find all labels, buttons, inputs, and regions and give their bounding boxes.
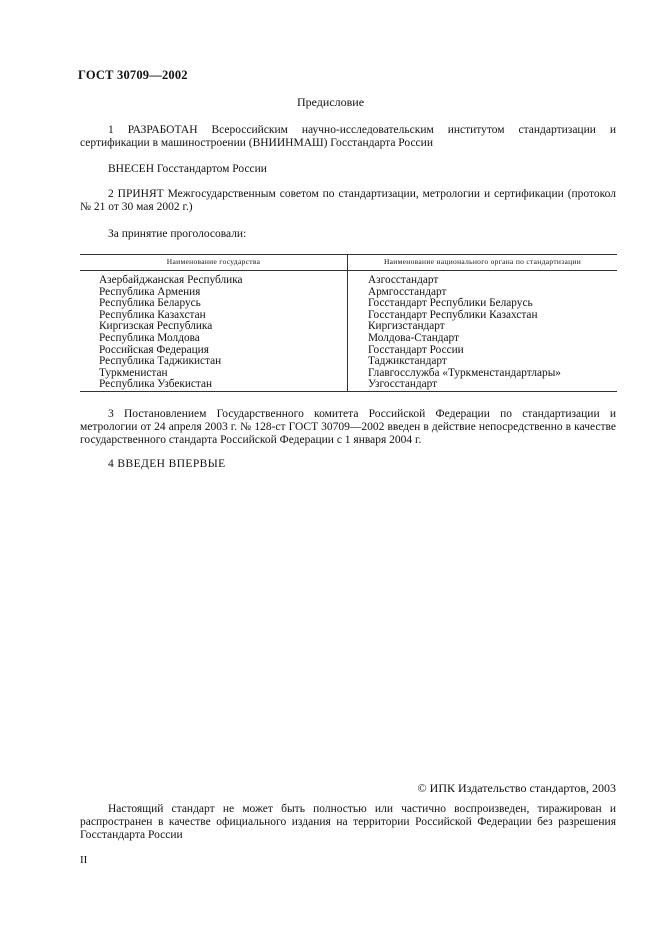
paragraph-voted-for: [80, 228, 616, 241]
table-cell-body: Узгосстандарт: [368, 378, 438, 391]
table-cell-body: Госстандарт России: [368, 343, 464, 356]
document-code: ГОСТ 30709—2002: [78, 68, 188, 82]
table-cell-body: Госстандарт Республики Беларусь: [368, 297, 533, 310]
table-cell-state: Республика Беларусь: [99, 297, 201, 310]
table-cell-state: Республика Молдова: [99, 331, 200, 344]
table-cell-body: Молдова-Стандарт: [368, 331, 459, 344]
voting-table: [80, 254, 617, 392]
paragraph-voted-for-text: За принятие проголосовали:: [108, 228, 247, 240]
section-title: Предисловие: [296, 95, 365, 109]
table-cell-state: Республика Таджикистан: [99, 355, 222, 368]
paragraph-introduced-by: [80, 163, 616, 176]
table-cell-state: Республика Казахстан: [99, 308, 206, 321]
table-column-states: [99, 275, 339, 391]
table-cell-state: Республика Узбекистан: [99, 378, 213, 391]
paragraph-adopted-by: [80, 188, 616, 214]
table-column-divider: [347, 254, 348, 392]
table-cell-body: Армгосстандарт: [368, 285, 447, 298]
table-cell-body: Главгосслужба «Туркменстандартлары»: [368, 366, 561, 379]
table-bottom-rule: [80, 391, 617, 392]
paragraph-first-introduced-text: 4 ВВЕДЕН ВПЕРВЫЕ: [108, 458, 226, 470]
copyright-notice: © ИПК Издательство стандартов, 2003: [417, 781, 616, 795]
table-cell-body: Таджикстандарт: [368, 355, 447, 368]
table-header-rule: [80, 270, 617, 271]
paragraph-reproduction-notice-text: Настоящий стандарт не может быть полностью или частично воспроизведен, тиражирован и распространен в качестве официального издания на территории Российской Федерации без разрешения Госстандарта России: [80, 803, 616, 841]
paragraph-reproduction-notice: [80, 803, 616, 842]
paragraph-first-introduced: [80, 458, 616, 471]
table-column-bodies: [368, 275, 614, 391]
paragraph-resolution-text: 3 Постановлением Государственного комитета Российской Федерации по стандартизации и метрологии от 24 апреля 2003 г. № 128-ст ГОСТ 30709—2002 введен в действие непосредственно в качестве государственного стандарта Российской Федерации с 1 января 2004 г.: [80, 408, 616, 446]
paragraph-resolution: [80, 408, 616, 447]
paragraph-adopted-by-text: 2 ПРИНЯТ Межгосударственным советом по стандартизации, метрологии и сертификации (протокол № 21 от 30 мая 2002 г.): [80, 188, 616, 213]
page-number: II: [80, 854, 88, 866]
table-top-rule: [80, 254, 617, 255]
table-cell-body: Госстандарт Республики Казахстан: [368, 308, 538, 321]
table-header-body: Наименование национального органа по стандартизации: [383, 257, 582, 266]
paragraph-developed-by-text: 1 РАЗРАБОТАН Всероссийским научно-исследовательским институтом стандартизации и сертификации в машиностроении (ВНИИНМАШ) Госстандарта России: [80, 124, 616, 149]
table-cell-state: Российская Федерация: [99, 343, 209, 356]
table-cell-state: Туркменистан: [99, 366, 168, 379]
paragraph-developed-by: [80, 124, 616, 150]
table-header-state: Наименование государства: [166, 257, 261, 266]
table-cell-state: Киргизская Республика: [99, 320, 213, 333]
table-cell-body: Киргизстандарт: [368, 320, 445, 333]
table-cell-state: Республика Армения: [99, 285, 201, 298]
paragraph-introduced-by-text: ВНЕСЕН Госстандартом России: [108, 163, 267, 175]
table-cell-state: Азербайджанская Республика: [99, 274, 243, 286]
table-cell-body: Азгосстандарт: [368, 274, 439, 286]
